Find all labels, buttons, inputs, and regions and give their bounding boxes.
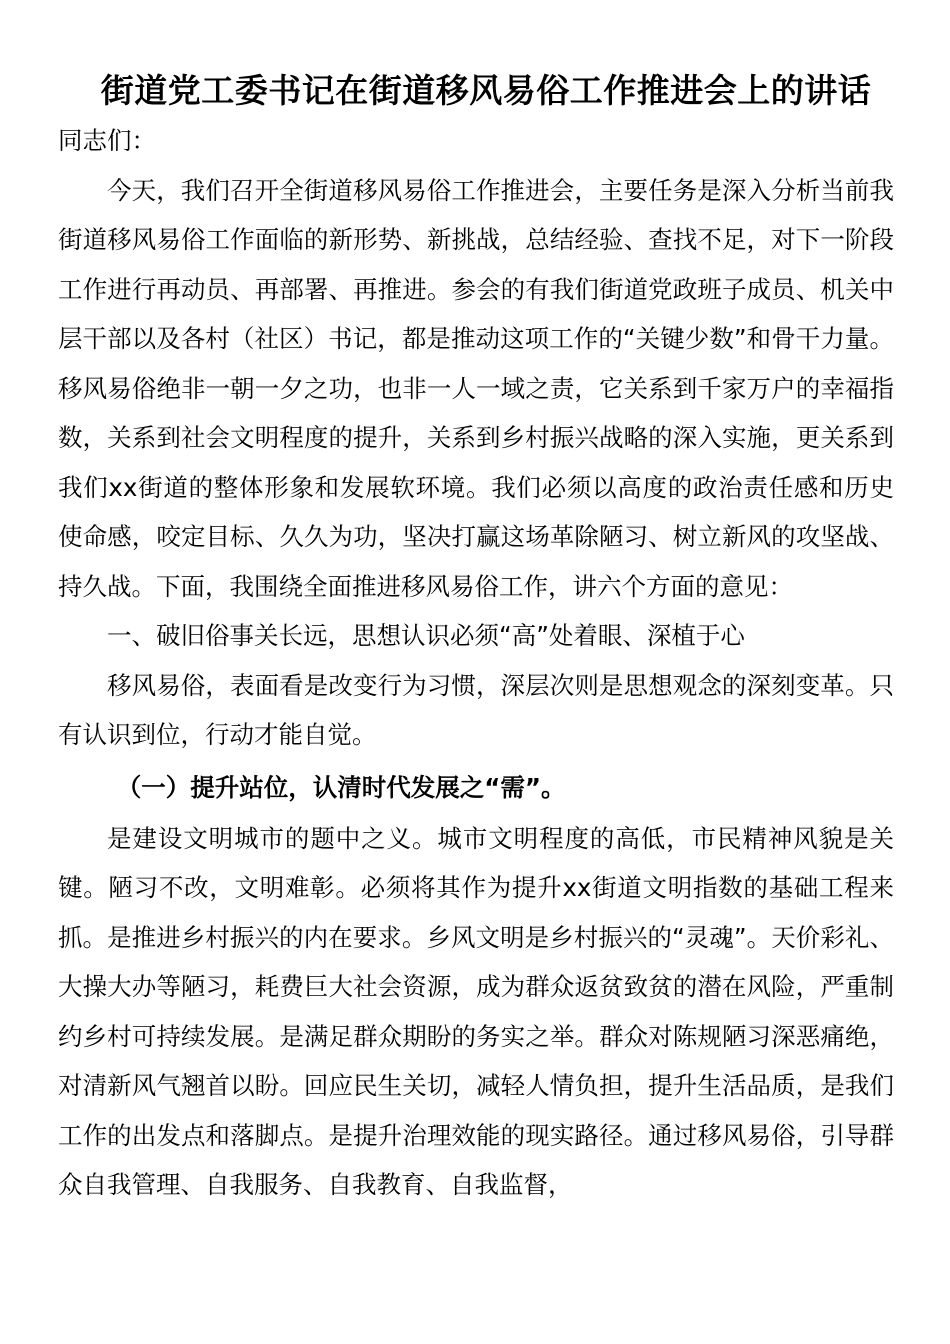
document-page bbox=[58, 66, 894, 1210]
subsection-heading-1-1: （一）提升站位，认清时代发展之“需”。 bbox=[116, 772, 566, 802]
paragraph-subsection-1-1: 是建设文明城市的题中之义。城市文明程度的高低，市民精神风貌是关键。陋习不改，文明难彰。必须将其作为提升xx街道文明指数的基础工程来抓。是推进乡村振兴的内在要求。乡风文明是乡村振兴的“灵魂”。天价彩礼、大操大办等陋习，耗费巨大社会资源，成为群众返贫致贫的潜在风险，严重制约乡村可持续发展。是满足群众期盼的务实之举。群众对陈规陋习深恶痛绝，对清新风气翘首以盼。回应民生关切，减轻人情负担，提升生活品质，是我们工作的出发点和落脚点。是提升治理效能的现实路径。通过移风易俗，引导群众自我管理、自我服务、自我教育、自我监督， bbox=[58, 823, 894, 1199]
section-heading-1: 一、破旧俗事关长远，思想认识必须“高”处着眼、深植于心 bbox=[107, 621, 745, 650]
document-title: 街道党工委书记在街道移风易俗工作推进会上的讲话 bbox=[100, 71, 872, 110]
paragraph-opening: 今天，我们召开全街道移风易俗工作推进会，主要任务是深入分析当前我街道移风易俗工作面临的新形势、新挑战，总结经验、查找不足，对下一阶段工作进行再动员、再部署、再推进。参会的有我们街道党政班子成员、机关中层干部以及各村（社区）书记，都是推动这项工作的“关键少数”和骨干力量。移风易俗绝非一朝一夕之功，也非一人一域之责，它关系到千家万户的幸福指数，关系到社会文明程度的提升，关系到乡村振兴战略的深入实施，更关系到我们xx街道的整体形象和发展软环境。我们必须以高度的政治责任感和历史使命感，咬定目标、久久为功，坚决打赢这场革除陋习、树立新风的攻坚战、持久战。下面，我围绕全面推进移风易俗工作，讲六个方面的意见： bbox=[58, 175, 894, 601]
paragraph-section-1-intro: 移风易俗，表面看是改变行为习惯，深层次则是思想观念的深刻变革。只有认识到位，行动才能自觉。 bbox=[58, 670, 894, 749]
salutation: 同志们： bbox=[58, 126, 156, 155]
